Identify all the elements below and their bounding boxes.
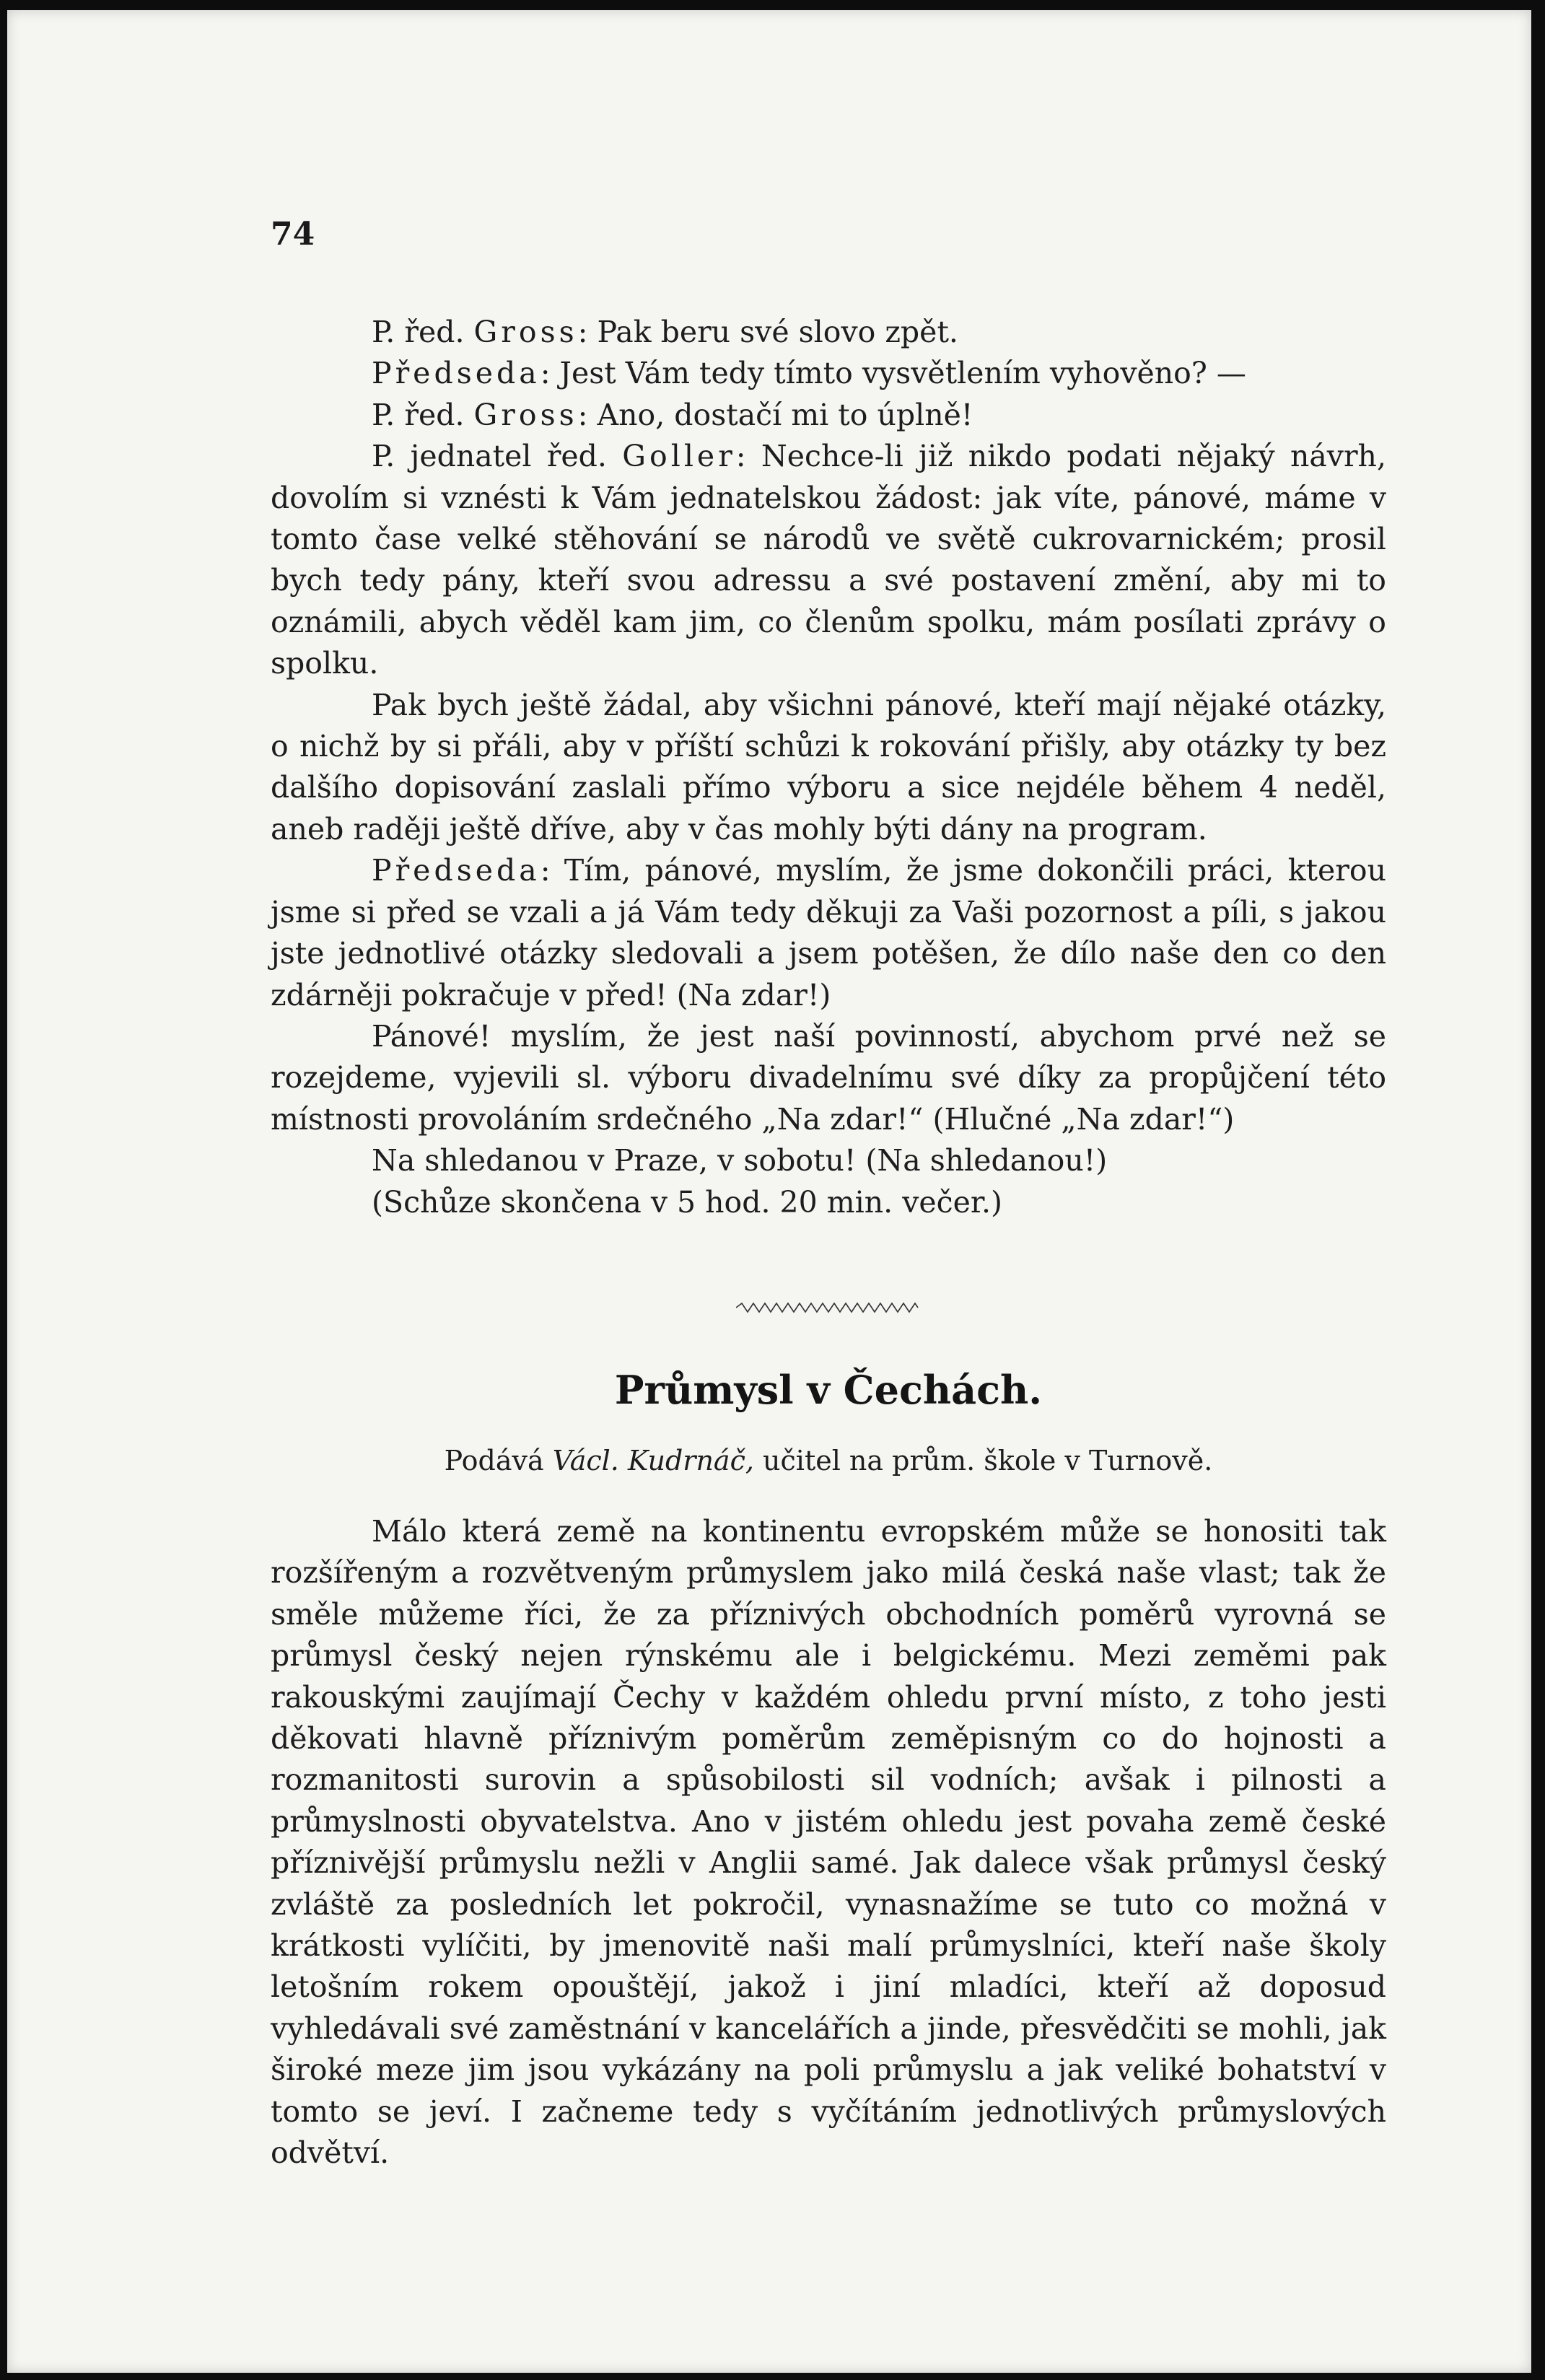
author-name: Václ. Kudrnáč, bbox=[552, 1445, 754, 1476]
article-body bbox=[271, 1511, 1386, 2174]
minutes-paragraph: Pak bych ještě žádal, aby všichni pánové, kteří mají nějaké otázky, o nichž by si přáli, aby v příští schůzi k rokování přišly, aby otázky ty bez dalšího dopisování zaslali přímo výboru a sice nejdéle během 4 neděl, aneb raději ještě dříve, aby v čas mohly býti dány na program. bbox=[271, 687, 1386, 846]
speaker-name: Goller bbox=[622, 439, 736, 474]
minutes-paragraph: (Schůze skončena v 5 hod. 20 min. večer.) bbox=[372, 1184, 1002, 1220]
speaker-label: Předseda bbox=[372, 356, 540, 391]
speaker-name: Gross bbox=[473, 315, 578, 349]
paragraph-text: : Tím, pánové, myslím, že jsme dokončili práci, kterou jsme si před se vzali a já Vám tedy děkuji za Vaši pozornost a píli, s jakou jste jednotlivé otázky sledovali a jsem potěšen, že dílo naše den co den zdárněji pokračuje v před! (Na zdar!) bbox=[271, 853, 1386, 1012]
minutes-paragraph bbox=[271, 353, 1386, 394]
minutes-paragraph bbox=[271, 436, 1386, 684]
speaker-label: P. řed. bbox=[372, 315, 474, 349]
paragraph-text: : Pak beru své slovo zpět. bbox=[577, 315, 958, 349]
speaker-label: P. jednatel řed. bbox=[372, 439, 623, 474]
paragraph-text: : Nechce-li již nikdo podati nějaký návrh, dovolím si vznésti k Vám jednatelskou žádost: jak víte, pánové, máme v tomto čase velké stěhování se národů ve světě cukrovarnickém; prosil bych tedy pány, kteří svou adressu a své postavení změní, aby mi to oznámili, abych věděl kam jim, co členům spolku, mám posílati zprávy o spolku. bbox=[271, 439, 1386, 681]
speaker-label: P. řed. bbox=[372, 397, 474, 432]
wavy-divider bbox=[736, 1302, 924, 1313]
paragraph-text: : Ano, dostačí mi to úplně! bbox=[577, 397, 973, 432]
article-byline bbox=[271, 1445, 1386, 1476]
minutes-paragraph bbox=[271, 312, 1386, 353]
page-number: 74 bbox=[271, 216, 315, 253]
byline-suffix: učitel na prům. škole v Turnově. bbox=[753, 1445, 1213, 1476]
speaker-label: Předseda bbox=[372, 853, 540, 888]
paragraph-text: : Jest Vám tedy tímto vysvětlením vyhověno? — bbox=[540, 356, 1246, 391]
article-title: Průmysl v Čechách. bbox=[614, 1367, 1043, 1413]
minutes-paragraph: Pánové! myslím, že jest naší povinností, abychom prvé než se rozejdeme, vyjevili sl. výboru divadelnímu své díky za propůjčení této místnosti provoláním srdečného „Na zdar!“ (Hlučné „Na zdar!“) bbox=[271, 1018, 1386, 1137]
minutes-paragraph bbox=[271, 395, 1386, 436]
speaker-name: Gross bbox=[473, 397, 578, 432]
minutes-paragraph: Na shledanou v Praze, v sobotu! (Na shledanou!) bbox=[372, 1143, 1108, 1178]
meeting-minutes bbox=[271, 312, 1386, 1223]
byline-prefix: Podává bbox=[444, 1445, 553, 1476]
scanned-page bbox=[7, 10, 1531, 2373]
minutes-paragraph bbox=[271, 850, 1386, 1016]
article-paragraph: Málo která země na kontinentu evropském může se honositi tak rozšířeným a rozvětveným průmyslem jako milá česká naše vlast; tak že směle můžeme říci, že za příznivých obchodních poměrů vyrovná se průmysl český nejen rýnskému ale i belgickému. Mezi zeměmi pak rakouskými zaujímají Čechy v každém ohledu první místo, z toho jesti děkovati hlavně příznivým poměrům zeměpisným co do hojnosti a rozmanitosti surovin a spůsobilosti sil vodních; avšak i pilnosti a průmyslnosti obyvatelstva. Ano v jistém ohledu jest povaha země české příznivější průmyslu nežli v Anglii samé. Jak dalece však průmysl český zvláště za posledních let pokročil, vynasnažíme se tuto co možná v krátkosti vylíčiti, by jmenovitě naši malí průmyslníci, kteří naše školy letošním rokem opouštějí, jakož i jiní mladíci, kteří až doposud vyhledávali své zaměstnání v kancelářích a jinde, přesvědčiti se mohli, jak široké meze jim jsou vykázány na poli průmyslu a jak veliké bohatství v tomto se jeví. I začneme tedy s vyčítáním jednotlivých průmyslových odvětví. bbox=[271, 1514, 1386, 2171]
